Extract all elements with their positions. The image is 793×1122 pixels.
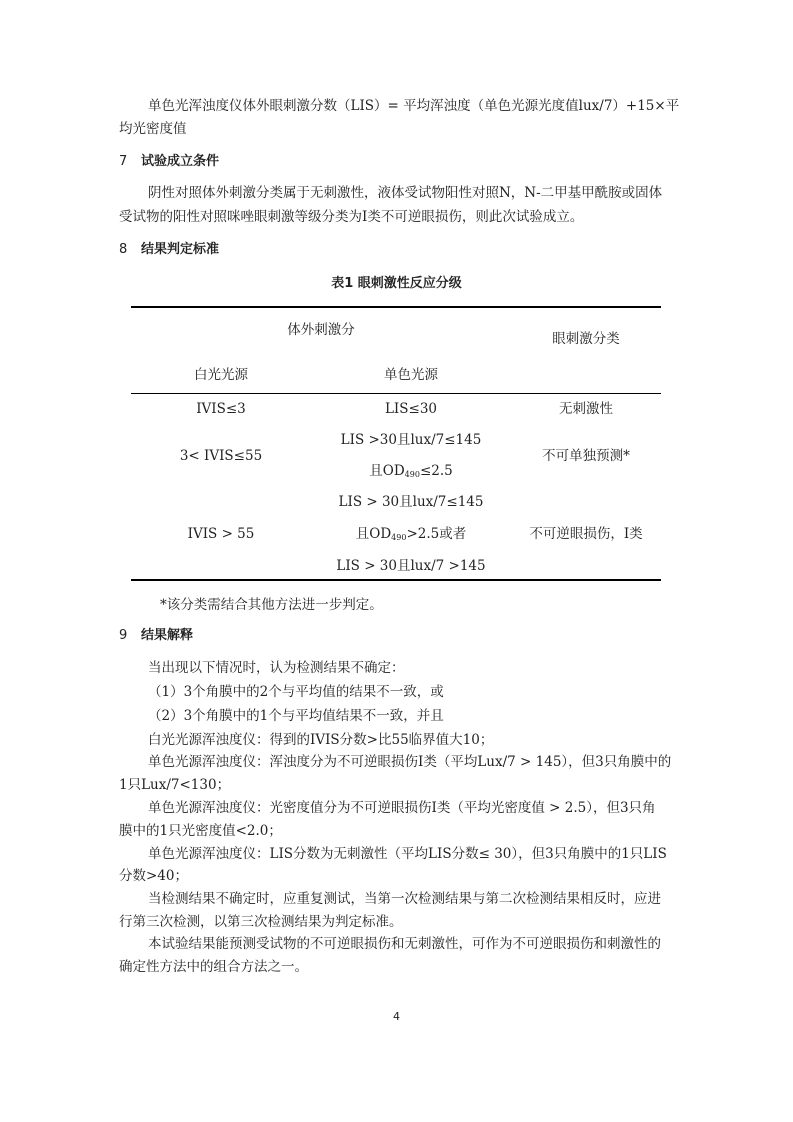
row3-white: IVIS > 55 <box>187 526 255 542</box>
formula-line-2: 均光密度值 <box>119 121 187 137</box>
row3-mono-c: LIS > 30且lux/7 >145 <box>336 558 486 574</box>
table-header-mono: 单色光源 <box>384 367 438 383</box>
section-9-p4: 白光光源浑浊度仪：得到的IVIS分数>比55临界值大10； <box>148 732 494 748</box>
section-9-number: 9 <box>119 628 128 643</box>
table-bottom-rule <box>131 579 661 581</box>
section-7-line-2: 受试物的阳性对照咪唑眼刺激等级分类为I类不可逆眼损伤，则此次试验成立。 <box>119 209 584 225</box>
row2-mono-b <box>311 461 511 485</box>
section-9-p6a: 单色光源浑浊度仪：光密度值分为不可逆眼损伤I类（平均光密度值 > 2.5），但3只角 <box>148 800 656 816</box>
section-7-heading <box>119 152 219 172</box>
section-9-heading <box>119 626 193 646</box>
section-8-heading <box>119 240 219 260</box>
row2-class: 不可单独预测* <box>542 448 630 464</box>
row1-white: IVIS≤3 <box>196 401 246 417</box>
section-8-number: 8 <box>119 242 128 257</box>
section-9-p5a: 单色光源浑浊度仪：浑浊度分为不可逆眼损伤I类（平均Lux/7 > 145），但3只角膜中的 <box>148 754 672 770</box>
row3-class: 不可逆眼损伤，I类 <box>529 526 643 542</box>
row2-mono-b-sub: 490 <box>404 470 420 479</box>
section-8-title: 结果判定标准 <box>141 242 220 257</box>
row2-mono-a: LIS >30且lux/7≤145 <box>340 432 482 448</box>
section-7-line-1: 阴性对照体外刺激分类属于无刺激性，液体受试物阳性对照N，N-二甲基甲酰胺或固体 <box>148 185 663 201</box>
row2-mono-b-post: ≤2.5 <box>419 463 453 479</box>
section-9-p3: （2）3个角膜中的1个与平均值结果不一致，并且 <box>148 708 444 724</box>
table-caption: 表1 眼刺激性反应分级 <box>331 276 462 291</box>
section-7-title: 试验成立条件 <box>141 154 220 169</box>
table-header-group: 体外刺激分 <box>287 322 355 338</box>
row3-mono-b-sub: 490 <box>391 533 407 542</box>
row3-mono-b-post: >2.5或者 <box>406 526 467 542</box>
section-9-p1: 当出现以下情况时，认为检测结果不确定： <box>148 660 405 676</box>
row1-class: 无刺激性 <box>559 401 613 417</box>
section-9-p5b: 1只Lux/7<130； <box>119 777 231 793</box>
section-9-p6b: 膜中的1只光密度值<2.0； <box>119 823 282 839</box>
page-number: 4 <box>393 1010 400 1023</box>
section-9-p8a: 当检测结果不确定时，应重复测试，当第一次检测结果与第二次检测结果相反时，应进 <box>148 891 661 907</box>
table-header-white: 白光光源 <box>194 367 248 383</box>
section-9-p7b: 分数>40； <box>119 868 188 884</box>
formula-line-1: 单色光浑浊度仪体外眼刺激分数（LIS）= 平均浑浊度（单色光源光度值lux/7）+15×平 <box>148 98 680 114</box>
section-9-p9b: 确定性方法中的组合方法之一。 <box>119 959 308 975</box>
section-9-p2: （1）3个角膜中的2个与平均值的结果不一致，或 <box>148 684 444 700</box>
table-header-class: 眼刺激分类 <box>552 331 620 347</box>
row2-mono-b-pre: 且OD <box>369 463 405 479</box>
section-9-title: 结果解释 <box>141 628 194 643</box>
table-header-rule <box>131 393 661 394</box>
section-9-p7a: 单色光源浑浊度仪：LIS分数为无刺激性（平均LIS分数≤ 30），但3只角膜中的1只LIS <box>148 846 667 862</box>
row3-mono-b-pre: 且OD <box>355 526 392 542</box>
row1-mono: LIS≤30 <box>384 401 438 417</box>
section-9-p9a: 本试验结果能预测受试物的不可逆眼损伤和无刺激性，可作为不可逆眼损伤和刺激性的 <box>148 936 661 952</box>
table-footnote: *该分类需结合其他方法进一步判定。 <box>160 597 383 613</box>
row3-mono-a: LIS > 30且lux/7≤145 <box>338 494 484 510</box>
table-top-rule <box>131 306 661 308</box>
section-7-number: 7 <box>119 154 128 169</box>
section-9-p8b: 行第三次检测，以第三次检测结果为判定标准。 <box>119 914 403 930</box>
row2-white: 3< IVIS≤55 <box>179 448 263 464</box>
row3-mono-b <box>311 524 511 548</box>
